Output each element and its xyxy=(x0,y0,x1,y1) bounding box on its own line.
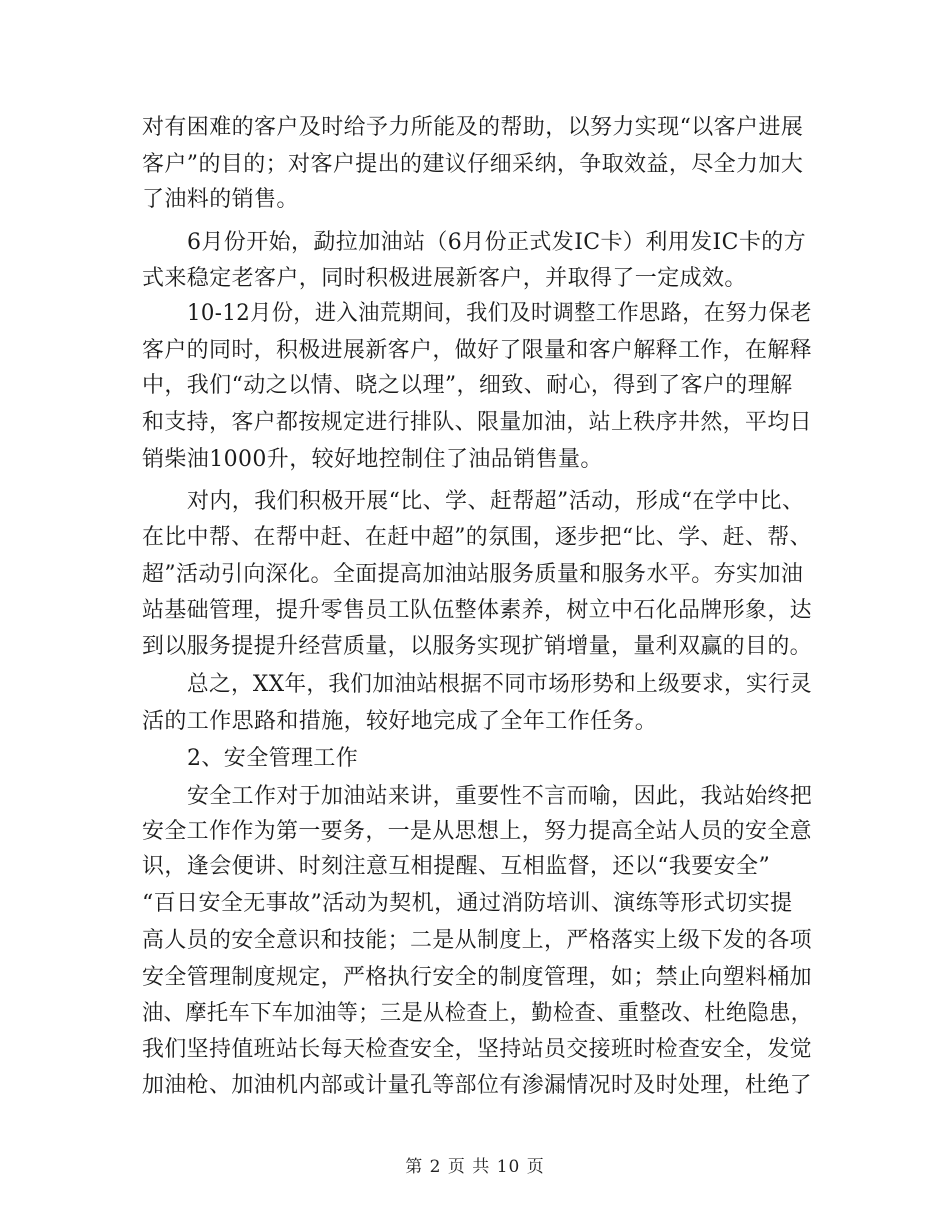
text-line: 中，我们“动之以情、晓之以理”，细致、耐心，得到了客户的理解 xyxy=(142,373,793,398)
text-line: 6月份开始，勐拉加油站（6月份正式发IC卡）利用发IC卡的方 xyxy=(187,230,807,255)
text-line: 了油料的销售。 xyxy=(142,187,299,212)
text-line: 安全工作对于加油站来讲，重要性不言而喻，因此，我站始终把 xyxy=(187,784,813,809)
text-line: 客户”的目的；对客户提出的建议仔细采纳，争取效益，尽全力加大 xyxy=(142,152,804,177)
text-line: 识，逢会便讲、时刻注意互相提醒、互相监督，还以“我要安全” xyxy=(142,854,771,879)
text-line: 销柴油1000升，较好地控制住了油品销售量。 xyxy=(142,447,603,472)
text-line: 在比中帮、在帮中赶、在赶中超”的氛围，逐步把“比、学、赶、帮、 xyxy=(142,525,812,550)
page-footer: 第 2 页 共 10 页 xyxy=(405,1157,545,1177)
text-line: 安全工作作为第一要务，一是从思想上，努力提高全站人员的安全意 xyxy=(142,819,812,844)
text-line: 10-12月份，进入油荒期间，我们及时调整工作思路，在努力保老 xyxy=(187,301,812,326)
text-line: 高人员的安全意识和技能；二是从制度上，严格落实上级下发的各项 xyxy=(142,928,812,953)
text-line: 油、摩托车下车加油等；三是从检查上，勤检查、重整改、杜绝隐患， xyxy=(142,1001,813,1026)
text-line: 和支持，客户都按规定进行排队、限量加油，站上秩序井然，平均日 xyxy=(142,410,812,435)
text-line: 对内，我们积极开展“比、学、赶帮超”活动，形成“在学中比、 xyxy=(187,489,805,514)
section-heading: 2、安全管理工作 xyxy=(187,746,359,771)
text-line: “百日安全无事故”活动为契机，通过消防培训、演练等形式切实提 xyxy=(142,891,793,916)
text-line: 加油枪、加油机内部或计量孔等部位有渗漏情况时及时处理，杜绝了 xyxy=(142,1073,812,1098)
text-line: 超”活动引向深化。全面提高加油站服务质量和服务水平。夯实加油 xyxy=(142,562,804,587)
text-line: 客户的同时，积极进展新客户，做好了限量和客户解释工作，在解释 xyxy=(142,338,812,363)
text-line: 到以服务提提升经营质量，以服务实现扩销增量，量利双赢的目的。 xyxy=(142,634,812,659)
text-line: 我们坚持值班站长每天检查安全，坚持站员交接班时检查安全，发觉 xyxy=(142,1037,812,1062)
text-line: 总之，XX年，我们加油站根据不同市场形势和上级要求，实行灵 xyxy=(187,672,812,697)
text-line: 对有困难的客户及时给予力所能及的帮助，以努力实现“以客户进展 xyxy=(142,115,804,140)
text-line: 安全管理制度规定，严格执行安全的制度管理，如；禁止向塑料桶加 xyxy=(142,965,812,990)
text-line: 式来稳定老客户，同时积极进展新客户，并取得了一定成效。 xyxy=(142,266,747,291)
text-line: 活的工作思路和措施，较好地完成了全年工作任务。 xyxy=(142,709,658,734)
text-line: 站基础管理，提升零售员工队伍整体素养，树立中石化品牌形象，达 xyxy=(142,598,812,623)
